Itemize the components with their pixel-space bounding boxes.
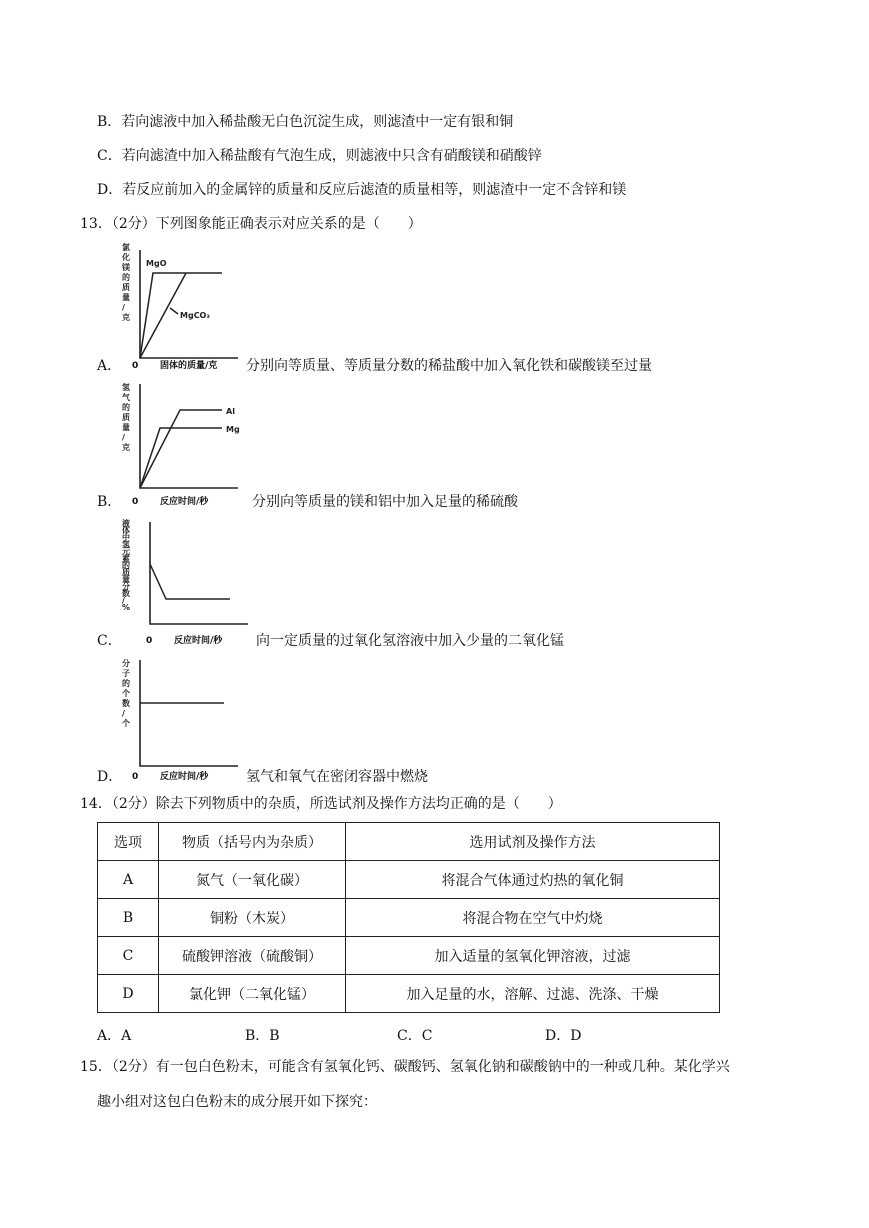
q13-option-c-text: 向一定质量的过氧化氢溶液中加入少量的二氧化锰	[256, 633, 564, 649]
table-cell: 氮气（一氧化碳）	[159, 861, 346, 899]
q13-option-d-text: 氢气和氧气在密闭容器中燃烧	[246, 769, 428, 785]
graph-a-xlabel: 固体的质量/克	[160, 361, 218, 371]
graph-d-origin: 0	[132, 772, 139, 782]
q14-answer-b: B．B	[245, 1028, 280, 1044]
table-cell: 将混合气体通过灼热的氧化铜	[346, 861, 720, 899]
graph-d-ylabel: 分子的个数/个	[122, 659, 130, 728]
table-row	[98, 861, 720, 899]
graph-c-origin: 0	[146, 636, 153, 646]
q12-option-d: D．若反应前加入的金属锌的质量和反应后滤渣的质量相等，则滤渣中一定不含锌和镁	[97, 182, 627, 198]
q14-options-table	[97, 822, 720, 1013]
q12-option-b: B．若向滤液中加入稀盐酸无白色沉淀生成，则滤渣中一定有银和铜	[97, 114, 514, 130]
graph-c	[118, 514, 253, 634]
table-header-cell: 选项	[98, 823, 159, 861]
q13-option-a-letter: A．	[97, 358, 122, 374]
table-cell: D	[98, 975, 159, 1013]
table-cell: 将混合物在空气中灼烧	[346, 899, 720, 937]
q13-option-b-text: 分别向等质量的镁和铝中加入足量的稀硫酸	[252, 494, 518, 510]
table-row	[98, 975, 720, 1013]
q13-option-c-letter: C．	[97, 633, 122, 649]
q13-option-a-text: 分别向等质量、等质量分数的稀盐酸中加入氧化铁和碳酸镁至过量	[246, 358, 652, 374]
q15-stem-line1: 15．（2分）有一包白色粉末，可能含有氢氧化钙、碳酸钙、氢氧化钠和碳酸钠中的一种或几种。某化学兴	[80, 1059, 730, 1075]
q13-stem: 13．（2分）下列图象能正确表示对应关系的是（ ）	[80, 216, 422, 232]
table-header-row	[98, 823, 720, 861]
q15-stem-line2: 趣小组对这包白色粉末的成分展开如下探究：	[97, 1094, 377, 1110]
graph-c-xlabel: 反应时间/秒	[174, 636, 223, 646]
q14-answer-d: D．D	[545, 1028, 582, 1044]
table-cell: 铜粉（木炭）	[159, 899, 346, 937]
graph-d-xlabel: 反应时间/秒	[160, 772, 209, 782]
graph-b-series-1: Al	[226, 407, 235, 416]
table-cell: 加入足量的水，溶解、过滤、洗涤、干燥	[346, 975, 720, 1013]
graph-d	[118, 654, 253, 774]
q14-stem: 14．（2分）除去下列物质中的杂质，所选试剂及操作方法均正确的是（ ）	[80, 796, 562, 812]
graph-a-origin: 0	[132, 361, 139, 371]
q12-option-c: C．若向滤渣中加入稀盐酸有气泡生成，则滤液中只含有硝酸镁和硝酸锌	[97, 148, 542, 164]
q14-answer-a: A．A	[97, 1028, 132, 1044]
table-cell: 硫酸钾溶液（硫酸铜）	[159, 937, 346, 975]
table-cell: A	[98, 861, 159, 899]
q13-option-d-letter: D．	[97, 769, 123, 785]
table-header-cell: 物质（括号内为杂质）	[159, 823, 346, 861]
graph-b-xlabel: 反应时间/秒	[160, 497, 209, 507]
graph-b-series-2: Mg	[226, 425, 240, 434]
graph-a-series-2: MgCO₃	[180, 311, 210, 320]
graph-b-origin: 0	[132, 497, 139, 507]
graph-b-ylabel: 氢气的质量/克	[122, 383, 130, 452]
graph-b	[118, 378, 253, 498]
q14-answer-c: C．C	[397, 1028, 433, 1044]
table-row	[98, 899, 720, 937]
table-cell: B	[98, 899, 159, 937]
table-cell: C	[98, 937, 159, 975]
q13-option-b-letter: B．	[97, 494, 122, 510]
graph-a	[118, 238, 253, 373]
table-header-cell: 选用试剂及操作方法	[346, 823, 720, 861]
table-row	[98, 937, 720, 975]
graph-a-ylabel: 氯化镁的质量/克	[122, 243, 130, 322]
graph-a-series-1: MgO	[146, 259, 167, 268]
table-cell: 加入适量的氢氧化钾溶液，过滤	[346, 937, 720, 975]
graph-c-ylabel: 液体中氢元素的质量分数/ %	[122, 519, 131, 612]
table-cell: 氯化钾（二氧化锰）	[159, 975, 346, 1013]
